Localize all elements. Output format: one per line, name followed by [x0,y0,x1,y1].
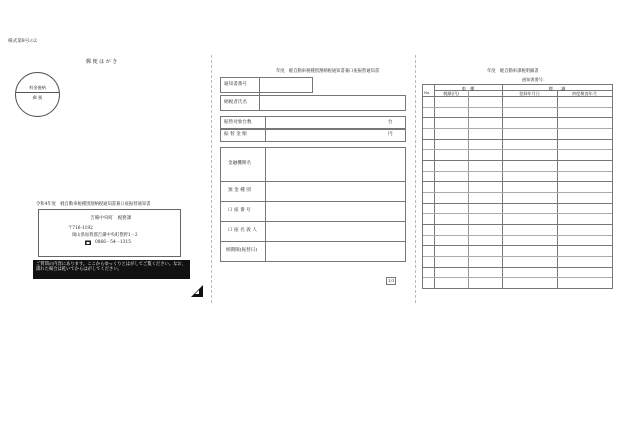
table-row-divider [423,160,612,161]
account-type-label: 預 金 種 別 [228,188,251,193]
detail-rows [423,96,612,288]
col-no: No. [424,91,431,95]
col-remarks: 標 識 [548,86,566,91]
vehicle-count-unit: 台 [388,120,393,125]
table-row-divider [423,181,612,182]
peel-notice: ご質問の内容にあります。ここからゆっくりとはがしてご覧ください。なお、濡れた場合は乾いてからはがしてください。 [33,260,190,279]
table-row-divider [423,117,612,118]
right-title: 年度 軽自動車課税明細書 [487,69,539,74]
postcard-header: 郵 便 は が き [86,59,118,65]
table-row-divider [423,235,612,236]
amount-field [220,128,406,142]
table-row-divider [423,139,612,140]
form-number: 様式第8号の2 [8,39,37,44]
postal-code: 〒716-1192 [68,226,93,231]
fold-line-1 [211,55,212,303]
amount-label: 振 替 金 額 [224,132,247,137]
account-holder-label: 口 座 名 義 人 [228,228,257,233]
bank-label: 金融機関名 [228,161,251,166]
bank-info-table [220,147,406,262]
table-row-divider [423,277,612,278]
table-row-divider [423,171,612,172]
table-row-divider [423,107,612,108]
due-date-label: 納期限(振替日) [226,248,258,253]
notice-number-label: 通知書番号 [224,78,260,97]
middle-title: 年度 軽自動車税種別割納税通知書兼口座振替通知書 [276,69,380,74]
address: 岡山県加賀郡吉備中央町豊野1－2 [72,233,138,238]
table-row-divider [423,203,612,204]
taxpayer-label: 納税者氏名 [224,100,247,105]
detail-table [422,84,613,289]
address-box-title: 令和4年度 軽自動車税種別割納税通知書兼口座振替通知書 [36,202,151,207]
return-address-box [38,209,181,257]
taxpayer-field [220,95,406,111]
peel-corner-icon [191,285,203,297]
table-row-divider [423,245,612,246]
vehicle-count-label: 振替対象台数 [224,120,252,125]
table-row-divider [423,192,612,193]
stamp-line2: 郵 便 [32,95,43,100]
account-number-label: 口 座 番 号 [228,208,251,213]
table-row-divider [423,213,612,214]
office-name: 吉備中央町 税務課 [90,216,132,221]
notice-number-field [220,77,313,93]
table-row-divider [423,128,612,129]
sub-reg-date: 登録年月日 [519,91,540,96]
amount-unit: 円 [388,132,393,137]
table-row-divider [423,224,612,225]
phone-number: 0866－54－1315 [95,240,131,245]
page-mark: 1/1 [388,278,395,283]
postage-stamp [15,72,60,117]
col-vehicle: 車 種 [461,86,475,91]
sub-first-reg: 初度検査年月 [571,91,598,96]
stamp-line1: 料金後納 [29,85,46,90]
table-row-divider [423,256,612,257]
phone-icon [85,240,91,245]
table-row-divider [423,149,612,150]
sub-category: 税額(円) [443,91,459,96]
right-notice-number-label: 通知書番号： [522,77,548,82]
fold-line-2 [415,55,416,303]
table-row-divider [423,267,612,268]
